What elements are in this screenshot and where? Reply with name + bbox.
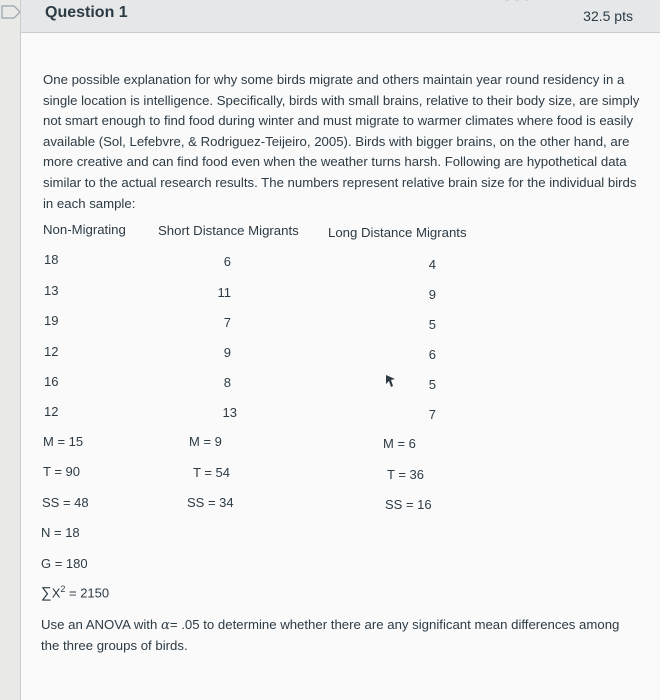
- instruction-text: [41, 615, 621, 656]
- question-header: [21, 0, 660, 33]
- long-distance-value: 6: [428, 347, 436, 362]
- non-migrating-value: 12: [44, 404, 59, 419]
- short-distance-value: 6: [223, 254, 231, 269]
- question-card: [20, 0, 660, 700]
- short-distance-value: 13: [222, 405, 237, 420]
- question-title: Question 1: [45, 4, 128, 21]
- ss-non-migrating: SS = 48: [42, 495, 89, 510]
- instruction-part-2: = .05 to determine whether there are any significant mean differences among the three groups of birds.: [41, 617, 620, 653]
- mean-non-migrating: M = 15: [43, 434, 84, 449]
- sum-x2-value: = 2150: [65, 585, 110, 601]
- ss-short-distance: SS = 34: [187, 495, 234, 510]
- total-short-distance: T = 54: [193, 465, 230, 480]
- mean-long-distance: M = 6: [383, 436, 416, 451]
- header-short-distance: Short Distance Migrants: [158, 223, 299, 238]
- mean-short-distance: M = 9: [189, 434, 222, 449]
- mouse-cursor-icon: [385, 374, 397, 388]
- long-distance-value: 7: [428, 407, 436, 422]
- sigma-icon: ∑: [41, 584, 52, 602]
- short-distance-value: 8: [223, 375, 231, 390]
- question-points: 32.5 pts: [583, 8, 633, 24]
- non-migrating-value: 12: [44, 344, 59, 359]
- total-long-distance: T = 36: [387, 467, 424, 482]
- previous-question-arrow-icon[interactable]: [0, 0, 22, 30]
- short-distance-value: 9: [223, 345, 231, 360]
- long-distance-value: 5: [428, 377, 436, 392]
- header-long-distance: Long Distance Migrants: [328, 225, 467, 240]
- sum-x2-label: X: [51, 585, 61, 601]
- total-non-migrating: T = 90: [43, 464, 80, 479]
- question-paragraph: One possible explanation for why some birds migrate and others maintain year round residency in a single location is intelligence. Specifically, birds with small brains, relative to their body size, are simply not smart enough to find food during winter and must migrate to warmer climates where food is easily available (Sol, Lefebvre, & Rodriguez-Teijeiro, 2005). Birds with bigger brains, on the other hand, are more creative and can find food even when the weather turns harsh. Following are hypothetical data similar to the actual research results. The numbers represent relative brain size for the individual birds in each sample:: [43, 72, 640, 211]
- non-migrating-value: 19: [44, 313, 59, 328]
- short-distance-value: 11: [217, 285, 231, 300]
- ss-long-distance: SS = 16: [385, 497, 432, 512]
- instruction-part-1: Use an ANOVA with: [41, 617, 161, 632]
- sum-x-squared: [41, 584, 109, 601]
- flag-icon[interactable]: [501, 0, 541, 4]
- long-distance-value: 9: [428, 287, 436, 302]
- short-distance-value: 7: [223, 315, 231, 330]
- long-distance-value: 5: [428, 317, 436, 332]
- non-migrating-value: 18: [44, 252, 59, 267]
- n-total: N = 18: [41, 525, 80, 540]
- non-migrating-value: 13: [44, 283, 59, 298]
- grand-total: G = 180: [41, 556, 88, 571]
- long-distance-value: 4: [428, 257, 436, 272]
- non-migrating-value: 16: [44, 374, 59, 389]
- header-non-migrating: Non-Migrating: [43, 222, 126, 237]
- squared-superscript: 2: [60, 584, 66, 594]
- alpha-symbol: α: [160, 618, 170, 633]
